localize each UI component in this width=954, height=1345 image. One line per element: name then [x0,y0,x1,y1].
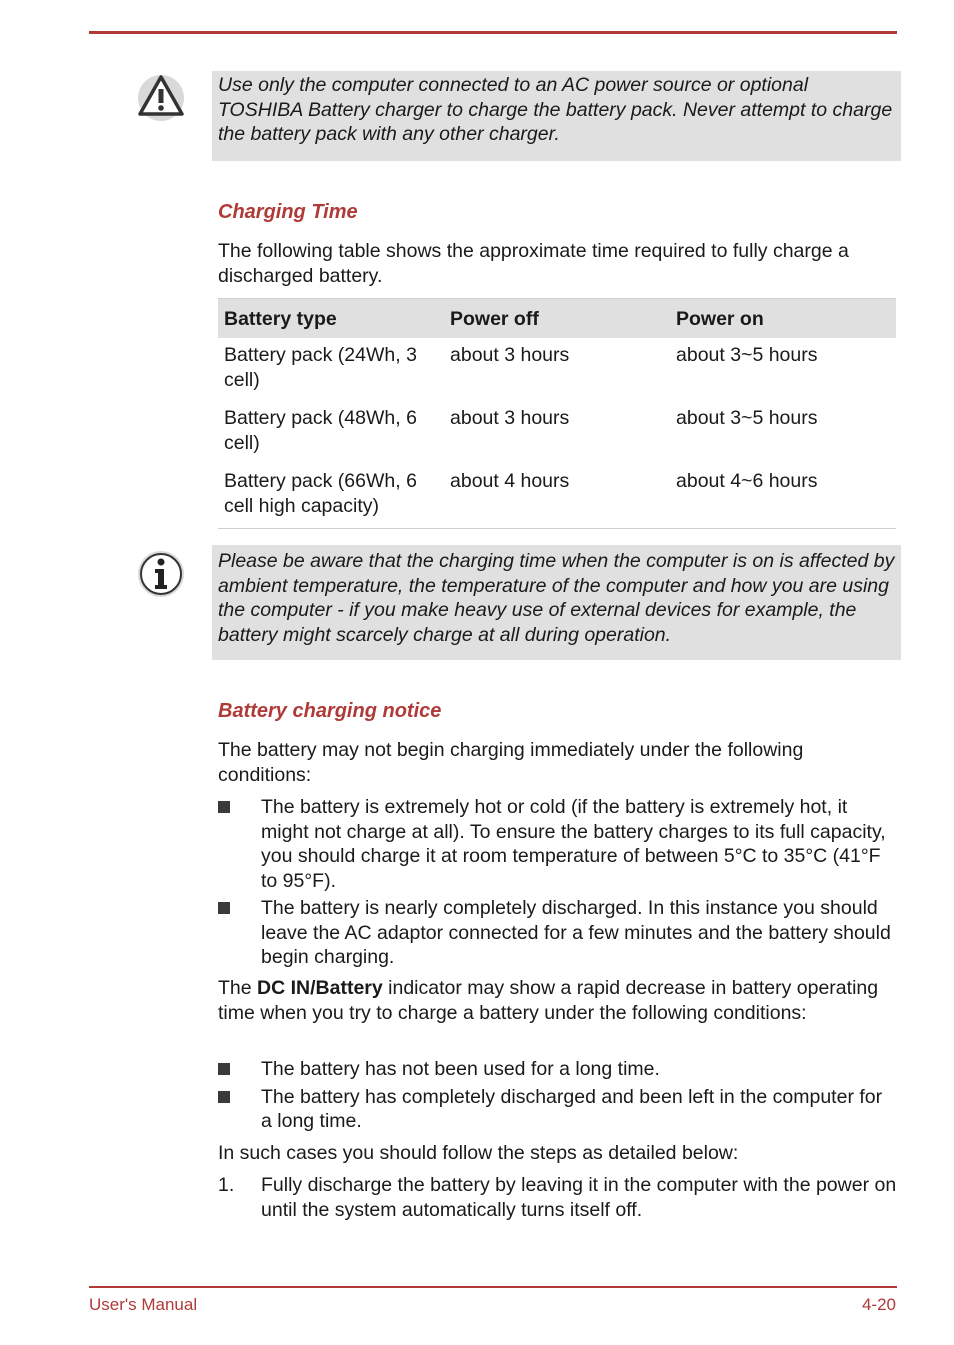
square-bullet-icon [218,801,230,813]
indicator-name: DC IN/Battery [257,977,383,999]
table-cell: about 3~5 hours [676,344,818,366]
charging-notice-intro: The battery may not begin charging immediately under the following conditions: [218,739,804,786]
footer-rule [89,1286,897,1288]
conditions-list-2 [218,1057,898,1137]
list-item [218,1085,898,1134]
list-item-text: The battery is extremely hot or cold (if the battery is extremely hot, it might not charge at all). To ensure the battery charges to its full capacity, you should charge it at room temperature of between 5°C to 35°C (41°F to 95°F). [261,796,886,892]
table-header-cell: Battery type [218,299,444,339]
warning-icon [136,72,186,122]
table-cell: about 3 hours [450,407,570,429]
conditions-list [218,795,898,973]
charging-time-heading: Charging Time [218,201,358,223]
list-item [218,896,898,970]
list-item-text: The battery has completely discharged and been left in the computer for a long time. [261,1085,883,1132]
steps-list [218,1173,898,1225]
warning-note-text: Use only the computer connected to an AC power source or optional TOSHIBA Battery charger to charge the battery pack. Never attempt to charge the battery pack with any other charger. [218,74,893,145]
warning-note [212,71,901,161]
info-icon [136,549,186,599]
indicator-text-pre: The [218,977,258,999]
table-row [218,338,896,401]
table-row [218,401,896,464]
table-cell: Battery pack (48Wh, 6 cell) [224,407,417,454]
info-note [212,545,901,660]
indicator-paragraph [218,976,898,1025]
table-header-row [218,299,896,339]
charging-time-intro: The following table shows the approximate time required to fully charge a discharged battery. [218,240,849,287]
indicator-text-post: indicator may show a rapid decrease in battery operating time when you try to charge a battery under the following conditions: [218,977,879,1024]
footer-manual-title: User's Manual [89,1295,198,1314]
table-cell: about 4 hours [444,464,670,529]
table-row [218,464,896,529]
steps-intro: In such cases you should follow the steps as detailed below: [218,1142,739,1164]
table-header-cell: Power on [670,299,896,339]
table-cell: about 3 hours [450,344,570,366]
list-item-text: The battery has not been used for a long time. [261,1058,660,1080]
list-item [218,1057,898,1082]
charging-time-table [218,298,896,529]
info-note-text: Please be aware that the charging time when the computer is on is affected by ambient temperature, the temperature of the computer and how you are using the computer - if you make heavy use of external devices for example, the battery might scarcely charge at all during operation. [218,550,895,646]
step-text: Fully discharge the battery by leaving it in the computer with the power on until the system automatically turns itself off. [261,1174,897,1221]
list-item-text: The battery is nearly completely discharged. In this instance you should leave the AC adaptor connected for a few minutes and the battery should begin charging. [261,897,891,968]
table-cell: Battery pack (66Wh, 6 cell high capacity) [218,464,444,529]
square-bullet-icon [218,1063,230,1075]
table-cell: about 4~6 hours [670,464,896,529]
table-cell: Battery pack (24Wh, 3 cell) [224,344,417,391]
step-item [218,1173,898,1222]
charging-notice-heading: Battery charging notice [218,700,442,722]
square-bullet-icon [218,1091,230,1103]
table-header-cell: Power off [444,299,670,339]
table-cell: about 3~5 hours [676,407,818,429]
header-rule [89,31,897,34]
square-bullet-icon [218,902,230,914]
footer-page-number: 4-20 [861,1295,896,1314]
step-number: 1. [218,1174,235,1196]
list-item [218,795,898,893]
